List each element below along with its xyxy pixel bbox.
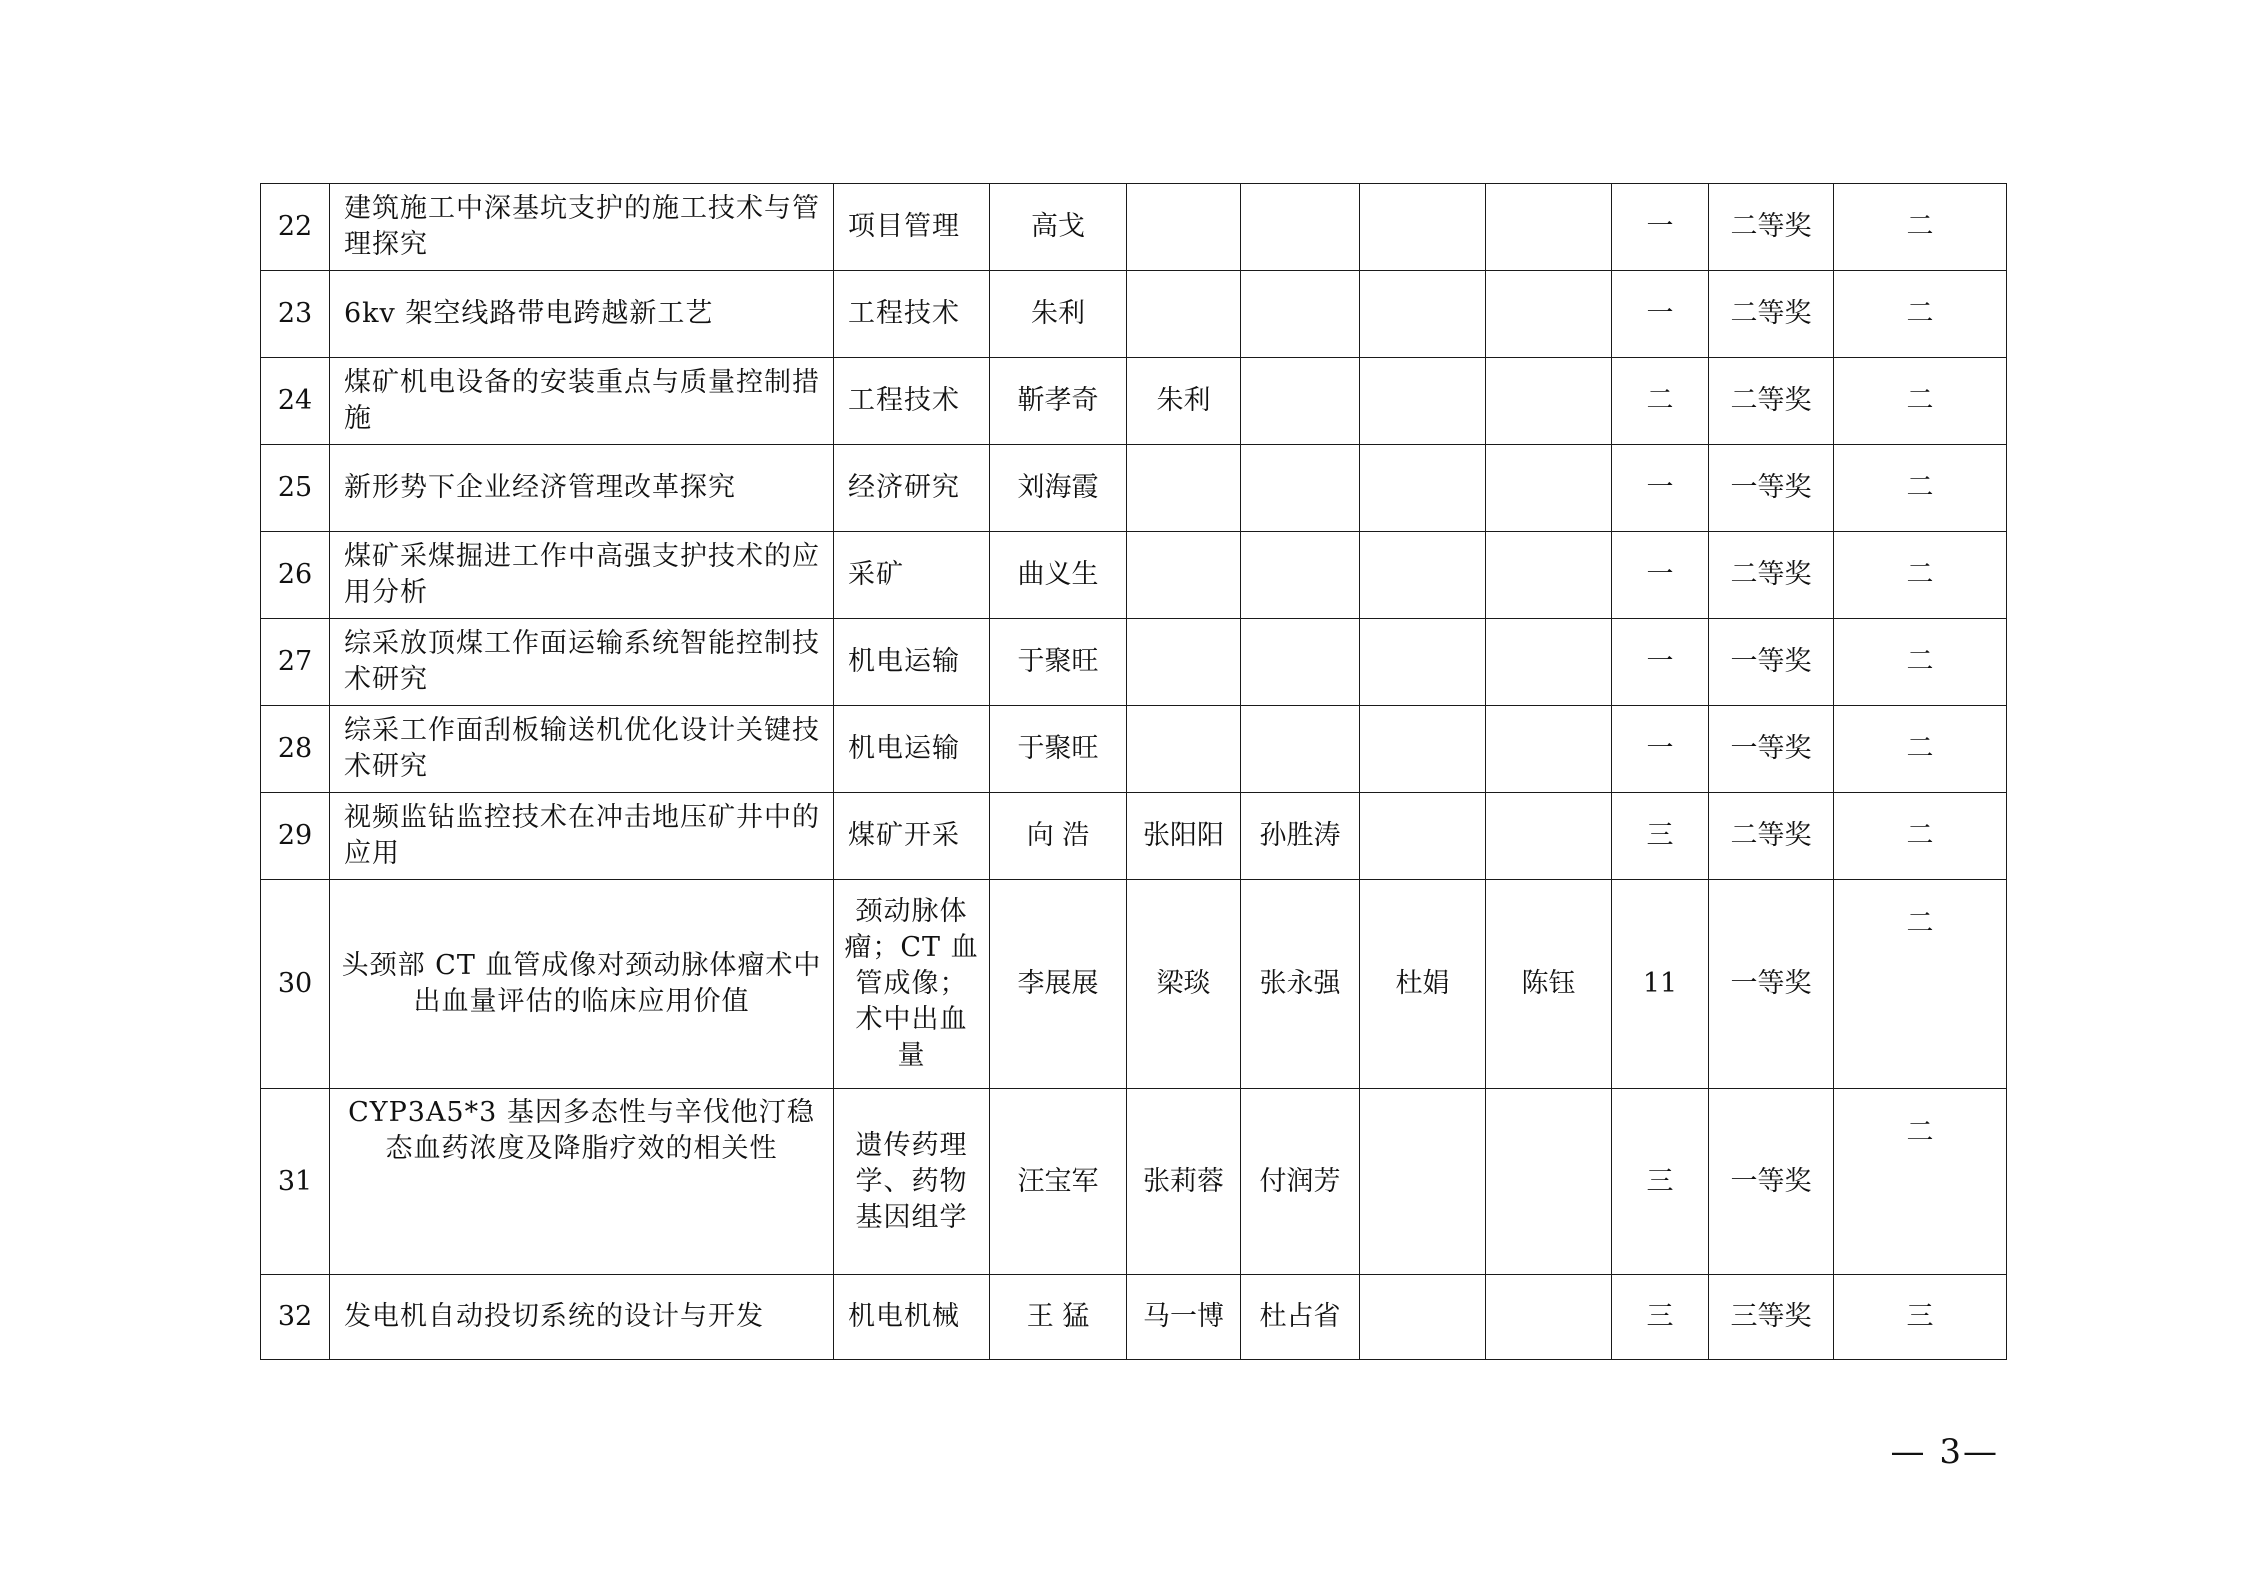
author-5 <box>1486 706 1612 793</box>
author-count: 11 <box>1612 880 1709 1089</box>
paper-title: 视频监钻监控技术在冲击地压矿井中的应用 <box>330 793 834 880</box>
author-4 <box>1360 271 1486 358</box>
author-5 <box>1486 358 1612 445</box>
author-3: 孙胜涛 <box>1241 793 1360 880</box>
author-count: 三 <box>1612 1275 1709 1360</box>
award-table <box>260 183 2007 1360</box>
author-count: 一 <box>1612 184 1709 271</box>
author-3 <box>1241 532 1360 619</box>
author-5 <box>1486 1275 1612 1360</box>
author-5 <box>1486 184 1612 271</box>
author-2: 马一博 <box>1127 1275 1241 1360</box>
author-3 <box>1241 706 1360 793</box>
author-4 <box>1360 445 1486 532</box>
author-1: 曲义生 <box>990 532 1127 619</box>
table-row <box>261 358 2007 445</box>
row-number: 25 <box>261 445 330 532</box>
author-5 <box>1486 619 1612 706</box>
author-5 <box>1486 1089 1612 1275</box>
author-1: 汪宝军 <box>990 1089 1127 1275</box>
row-number: 32 <box>261 1275 330 1360</box>
subject-category: 煤矿开采 <box>834 793 990 880</box>
grade: 二 <box>1834 445 2007 532</box>
paper-title: 头颈部 CT 血管成像对颈动脉体瘤术中出血量评估的临床应用价值 <box>330 880 834 1089</box>
author-1: 李展展 <box>990 880 1127 1089</box>
author-3 <box>1241 358 1360 445</box>
author-5 <box>1486 271 1612 358</box>
award-level: 一等奖 <box>1709 880 1834 1089</box>
author-1: 向 浩 <box>990 793 1127 880</box>
row-number: 22 <box>261 184 330 271</box>
author-2: 梁琰 <box>1127 880 1241 1089</box>
author-4 <box>1360 1089 1486 1275</box>
author-count: 二 <box>1612 358 1709 445</box>
author-count: 三 <box>1612 1089 1709 1275</box>
table-row <box>261 271 2007 358</box>
author-1: 刘海霞 <box>990 445 1127 532</box>
paper-title: 6kv 架空线路带电跨越新工艺 <box>330 271 834 358</box>
grade: 二 <box>1834 271 2007 358</box>
author-2: 朱利 <box>1127 358 1241 445</box>
author-count: 一 <box>1612 532 1709 619</box>
author-2 <box>1127 445 1241 532</box>
award-level: 一等奖 <box>1709 445 1834 532</box>
table-row <box>261 793 2007 880</box>
row-number: 30 <box>261 880 330 1089</box>
paper-title: 综采工作面刮板输送机优化设计关键技术研究 <box>330 706 834 793</box>
author-2 <box>1127 532 1241 619</box>
author-1: 于聚旺 <box>990 619 1127 706</box>
author-2: 张阳阳 <box>1127 793 1241 880</box>
subject-category: 颈动脉体瘤；CT 血管成像；术中出血量 <box>834 880 990 1089</box>
paper-title: 煤矿采煤掘进工作中高强支护技术的应用分析 <box>330 532 834 619</box>
award-level: 二等奖 <box>1709 271 1834 358</box>
author-3: 张永强 <box>1241 880 1360 1089</box>
subject-category: 工程技术 <box>834 358 990 445</box>
paper-title: 发电机自动投切系统的设计与开发 <box>330 1275 834 1360</box>
author-2 <box>1127 271 1241 358</box>
award-level: 三等奖 <box>1709 1275 1834 1360</box>
grade: 二 <box>1834 619 2007 706</box>
paper-title: CYP3A5*3 基因多态性与辛伐他汀稳态血药浓度及降脂疗效的相关性 <box>330 1089 834 1275</box>
subject-category: 项目管理 <box>834 184 990 271</box>
award-level: 一等奖 <box>1709 619 1834 706</box>
grade: 二 <box>1834 358 2007 445</box>
subject-category: 经济研究 <box>834 445 990 532</box>
row-number: 23 <box>261 271 330 358</box>
author-count: 一 <box>1612 706 1709 793</box>
subject-category: 机电运输 <box>834 619 990 706</box>
author-3: 杜占省 <box>1241 1275 1360 1360</box>
table-row <box>261 706 2007 793</box>
row-number: 26 <box>261 532 330 619</box>
author-5 <box>1486 793 1612 880</box>
row-number: 29 <box>261 793 330 880</box>
author-1: 高戈 <box>990 184 1127 271</box>
author-count: 一 <box>1612 619 1709 706</box>
author-4 <box>1360 184 1486 271</box>
author-3 <box>1241 619 1360 706</box>
table-row <box>261 1089 2007 1275</box>
author-4 <box>1360 1275 1486 1360</box>
author-1: 王 猛 <box>990 1275 1127 1360</box>
page-number: — 3— <box>1890 1432 1999 1472</box>
grade: 三 <box>1834 1275 2007 1360</box>
award-level: 一等奖 <box>1709 1089 1834 1275</box>
author-2 <box>1127 706 1241 793</box>
subject-category: 遗传药理学、药物基因组学 <box>834 1089 990 1275</box>
author-4 <box>1360 532 1486 619</box>
author-3: 付润芳 <box>1241 1089 1360 1275</box>
author-1: 于聚旺 <box>990 706 1127 793</box>
author-4 <box>1360 358 1486 445</box>
award-level: 二等奖 <box>1709 793 1834 880</box>
author-2 <box>1127 184 1241 271</box>
grade: 二 <box>1834 706 2007 793</box>
grade: 二 <box>1834 1089 2007 1275</box>
author-3 <box>1241 271 1360 358</box>
author-3 <box>1241 184 1360 271</box>
paper-title: 综采放顶煤工作面运输系统智能控制技术研究 <box>330 619 834 706</box>
table-row <box>261 532 2007 619</box>
award-level: 一等奖 <box>1709 706 1834 793</box>
author-3 <box>1241 445 1360 532</box>
author-4 <box>1360 793 1486 880</box>
author-count: 一 <box>1612 445 1709 532</box>
table-row <box>261 445 2007 532</box>
subject-category: 机电运输 <box>834 706 990 793</box>
row-number: 27 <box>261 619 330 706</box>
row-number: 31 <box>261 1089 330 1275</box>
grade: 二 <box>1834 880 2007 1089</box>
award-level: 二等奖 <box>1709 184 1834 271</box>
row-number: 24 <box>261 358 330 445</box>
subject-category: 机电机械 <box>834 1275 990 1360</box>
table-row <box>261 619 2007 706</box>
author-5 <box>1486 445 1612 532</box>
paper-title: 新形势下企业经济管理改革探究 <box>330 445 834 532</box>
subject-category: 采矿 <box>834 532 990 619</box>
author-count: 一 <box>1612 271 1709 358</box>
author-4 <box>1360 619 1486 706</box>
author-5 <box>1486 532 1612 619</box>
paper-title: 建筑施工中深基坑支护的施工技术与管理探究 <box>330 184 834 271</box>
author-count: 三 <box>1612 793 1709 880</box>
author-1: 靳孝奇 <box>990 358 1127 445</box>
row-number: 28 <box>261 706 330 793</box>
grade: 二 <box>1834 793 2007 880</box>
award-level: 二等奖 <box>1709 532 1834 619</box>
author-2: 张莉蓉 <box>1127 1089 1241 1275</box>
grade: 二 <box>1834 532 2007 619</box>
author-1: 朱利 <box>990 271 1127 358</box>
award-level: 二等奖 <box>1709 358 1834 445</box>
table-row <box>261 184 2007 271</box>
table-row <box>261 880 2007 1089</box>
subject-category: 工程技术 <box>834 271 990 358</box>
author-2 <box>1127 619 1241 706</box>
author-4: 杜娟 <box>1360 880 1486 1089</box>
author-5: 陈钰 <box>1486 880 1612 1089</box>
author-4 <box>1360 706 1486 793</box>
table-row <box>261 1275 2007 1360</box>
paper-title: 煤矿机电设备的安装重点与质量控制措施 <box>330 358 834 445</box>
grade: 二 <box>1834 184 2007 271</box>
